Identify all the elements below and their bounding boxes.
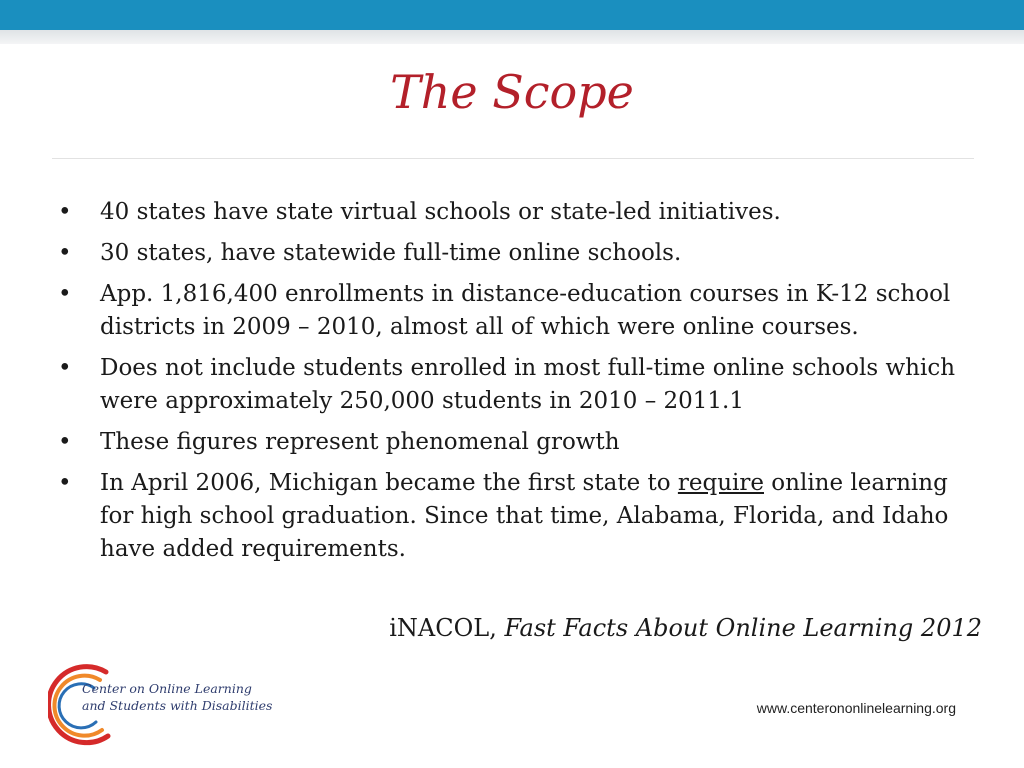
- bullet-item: [58, 426, 958, 459]
- website-link[interactable]: www.centerononlinelearning.org: [756, 700, 956, 716]
- bullet-list: [58, 196, 958, 574]
- bullet-text: 40 states have state virtual schools or state-led initiatives.: [100, 199, 781, 225]
- underlined-word: require: [677, 470, 764, 496]
- citation: [389, 612, 982, 644]
- bullet-item: [58, 237, 958, 270]
- slide-title: The Scope: [390, 65, 634, 119]
- bullet-item: [58, 196, 958, 229]
- logo-line-2: and Students with Disabilities: [82, 698, 273, 713]
- bullet-text-end: online learning for high school graduation. Since that time, Alabama, Florida, and Idaho have added requirements.: [100, 470, 949, 562]
- logo-text: [82, 680, 273, 714]
- title-divider: [52, 158, 974, 159]
- citation-work: Fast Facts About Online Learning 2012: [504, 614, 982, 642]
- logo-line-1: Center on Online Learning: [82, 681, 252, 696]
- bullet-item: [58, 278, 958, 344]
- top-bar-shadow: [0, 30, 1024, 44]
- bullet-item: [58, 467, 958, 566]
- bullet-text: Does not include students enrolled in most full-time online schools which were approximately 250,000 students in 2010 – 2011.1: [100, 355, 956, 414]
- citation-source: iNACOL,: [389, 614, 505, 642]
- top-accent-bar: [0, 0, 1024, 30]
- bullet-text: These figures represent phenomenal growth: [100, 429, 620, 455]
- bullet-text: App. 1,816,400 enrollments in distance-education courses in K-12 school districts in 2009 – 2010, almost all of which were online courses.: [100, 281, 951, 340]
- bullet-item: [58, 352, 958, 418]
- organization-logo: [48, 660, 273, 748]
- bullet-text: 30 states, have statewide full-time online schools.: [100, 240, 682, 266]
- bullet-text-start: In April 2006, Michigan became the first state to: [100, 470, 678, 496]
